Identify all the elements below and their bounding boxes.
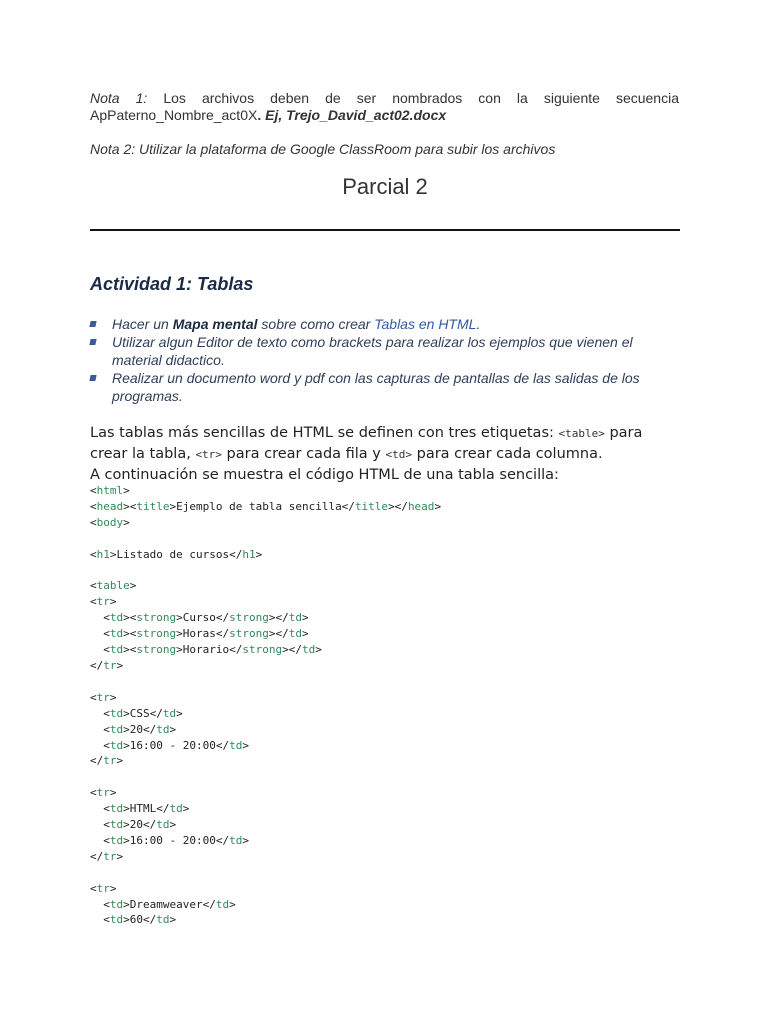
code-text: </ [90,658,104,672]
code-tag-name: td [301,643,316,657]
code-text: > [242,738,249,752]
code-text: < [90,595,97,609]
code-text: > [109,881,117,895]
code-line [90,516,130,529]
code-tag-name: tr [103,658,117,672]
code-tag-name: tr [103,849,117,863]
code-line [90,898,236,911]
code-text: >< [123,643,137,657]
code-line [90,850,123,863]
code-tag-name: h1 [96,547,110,561]
code-text: < [90,499,97,513]
code-text: < [90,611,110,625]
code-text: > [242,833,249,847]
code-block [90,483,441,928]
code-text: > [116,849,124,863]
code-text: >Dreamweaver</ [123,897,216,911]
code-text: > [116,754,124,768]
note-2: Nota 2: Utilizar la plataforma de Google ClassRoom para subir los archivos [90,141,556,157]
code-tag-name: tr [96,595,110,609]
code-text: > [301,627,309,641]
code-text: ></ [388,499,408,513]
code-text: < [90,547,97,561]
square-bullet-icon [89,321,96,327]
code-text: > [109,595,117,609]
code-text: > [109,786,117,800]
code-tag-name: td [109,802,124,816]
code-tag-name: td [229,833,243,847]
code-line [90,643,322,656]
code-line [90,707,183,720]
code-text: > [301,611,309,625]
code-line [90,611,309,624]
code-tag-name: td [109,611,124,625]
code-tag-name: tr [96,786,110,800]
code-line [90,818,176,831]
code-line [90,595,117,608]
code-text: < [90,786,97,800]
code-tag-name: td [109,897,124,911]
note-1 [90,90,679,124]
list-item: Hacer un Mapa mental sobre como crear Tablas en HTML. [90,315,680,333]
code-text: >60</ [123,913,157,927]
note-1-dot: . [257,107,266,123]
code-tag-name: h1 [242,547,256,561]
code-text: < [90,579,97,593]
mapa-mental-text: Mapa mental [172,316,258,332]
code-text: >< [123,611,137,625]
code-tag-name: html [96,484,124,497]
code-tag-name: strong [136,643,177,657]
code-line [90,882,117,895]
code-text: >Horario</ [176,643,243,657]
code-line [90,802,189,815]
code-text: >20</ [123,818,157,832]
code-tag-name: tr [96,881,110,895]
code-text: < [90,833,110,847]
code-tag-name: title [136,499,170,513]
code-text: >16:00 - 20:00</ [123,738,230,752]
code-text: </ [90,849,104,863]
code-tag-name: strong [136,611,177,625]
code-text: < [90,913,110,927]
list-item: Utilizar algun Editor de texto como brackets para realizar los ejemplos que vienen el material didactico. [90,333,680,369]
code-tag-name: tr [96,690,110,704]
note-1-text: Los archivos deben de ser nombrados con la siguiente secuencia ApPaterno_Nombre_act0X [90,90,679,123]
code-text: < [90,802,110,816]
code-text: >16:00 - 20:00</ [123,833,230,847]
code-tag-name: td [109,706,124,720]
code-text: >< [123,499,137,513]
code-text: < [90,818,110,832]
code-text: ></ [282,643,302,657]
square-bullet-icon [89,339,96,345]
code-text: > [109,690,117,704]
code-line [90,786,117,799]
code-text: < [90,722,110,736]
code-td-tag: <td> [385,448,412,461]
code-tag-name: strong [242,643,283,657]
code-tag-name: head [407,499,435,513]
code-text: > [229,897,236,911]
code-tag-name: td [109,722,124,736]
code-line [90,659,123,672]
code-tag-name: strong [229,627,269,641]
code-text: > [255,547,263,561]
intro-paragraph: Las tablas más sencillas de HTML se definen con tres etiquetas: <table> para crear la tabla, <tr> para crear cada fila y <td> para crear cada columna. A continuación se muestra el código HTML de una tabla sencilla: [90,425,643,483]
code-line [90,739,249,752]
code-line [90,913,176,926]
code-tag-name: title [354,499,389,513]
code-tag-name: body [96,515,124,529]
code-tag-name: td [109,738,124,752]
code-text: ></ [268,611,289,625]
code-tag-name: td [288,627,302,641]
code-text: >Listado de cursos</ [109,547,243,561]
code-line [90,548,262,561]
code-tag-name: td [215,897,230,911]
code-line [90,754,123,767]
intro-line-2: A continuación se muestra el código HTML de una tabla sencilla: [90,467,559,483]
code-text: > [182,802,190,816]
code-tag-name: tr [103,754,117,768]
code-line [90,579,136,592]
code-text: > [123,484,130,497]
code-tag-name: td [109,833,124,847]
code-text: > [315,643,322,657]
activity-heading: Actividad 1: Tablas [90,274,254,294]
code-text: </ [90,754,104,768]
code-text: >Curso</ [176,611,230,625]
code-text: >Ejemplo de tabla sencilla</ [169,499,355,513]
page-title: Parcial 2 [342,174,428,199]
code-text: > [129,579,137,593]
code-line [90,484,130,497]
code-tag-name: td [109,913,124,927]
code-text: >< [123,627,137,641]
code-text: > [116,658,124,672]
code-tag-name: td [162,706,177,720]
activity-bullet-list [90,315,680,405]
code-text: >20</ [123,722,157,736]
code-text: > [434,499,442,513]
code-tag-name: td [169,802,183,816]
code-line [90,500,441,513]
list-item: Realizar un documento word y pdf con las capturas de pantallas de las salidas de los programas. [90,369,680,405]
code-tag-name: td [229,738,243,752]
code-tag-name: strong [136,627,177,641]
code-tag-name: td [156,818,170,832]
code-text: > [169,722,177,736]
code-line [90,691,117,704]
code-text: >CSS</ [123,706,163,720]
code-tag-name: td [109,643,124,657]
code-tr-tag: <tr> [195,448,222,461]
code-line [90,627,309,640]
code-text: < [90,690,97,704]
code-text: < [90,643,110,657]
code-tag-name: strong [229,611,269,625]
code-text: >HTML</ [123,802,170,816]
code-text: >Horas</ [176,627,230,641]
code-tag-name: head [96,499,124,513]
code-tag-name: td [156,913,170,927]
code-text: < [90,627,110,641]
square-bullet-icon [89,375,96,381]
code-tag-name: td [156,722,170,736]
code-text: > [169,818,177,832]
code-text: < [90,515,97,529]
note-1-prefix: Nota 1: [90,90,148,106]
code-line [90,723,176,736]
code-text: > [123,515,130,529]
code-text: < [90,738,110,752]
code-line [90,834,249,847]
code-text: < [90,881,97,895]
code-tag-name: td [109,818,124,832]
code-text: < [90,706,110,720]
code-tag-name: td [109,627,124,641]
code-text: < [90,484,97,497]
tablas-html-link[interactable]: Tablas en HTML [374,316,477,332]
code-tag-name: table [96,579,130,593]
code-text: < [90,897,110,911]
code-table-tag: <table> [558,427,605,440]
title-divider [90,229,680,231]
code-text: > [169,913,177,927]
code-tag-name: td [288,611,302,625]
code-text: > [176,706,183,720]
code-text: ></ [268,627,289,641]
note-1-example: Ej, Trejo_David_act02.docx [265,107,447,123]
